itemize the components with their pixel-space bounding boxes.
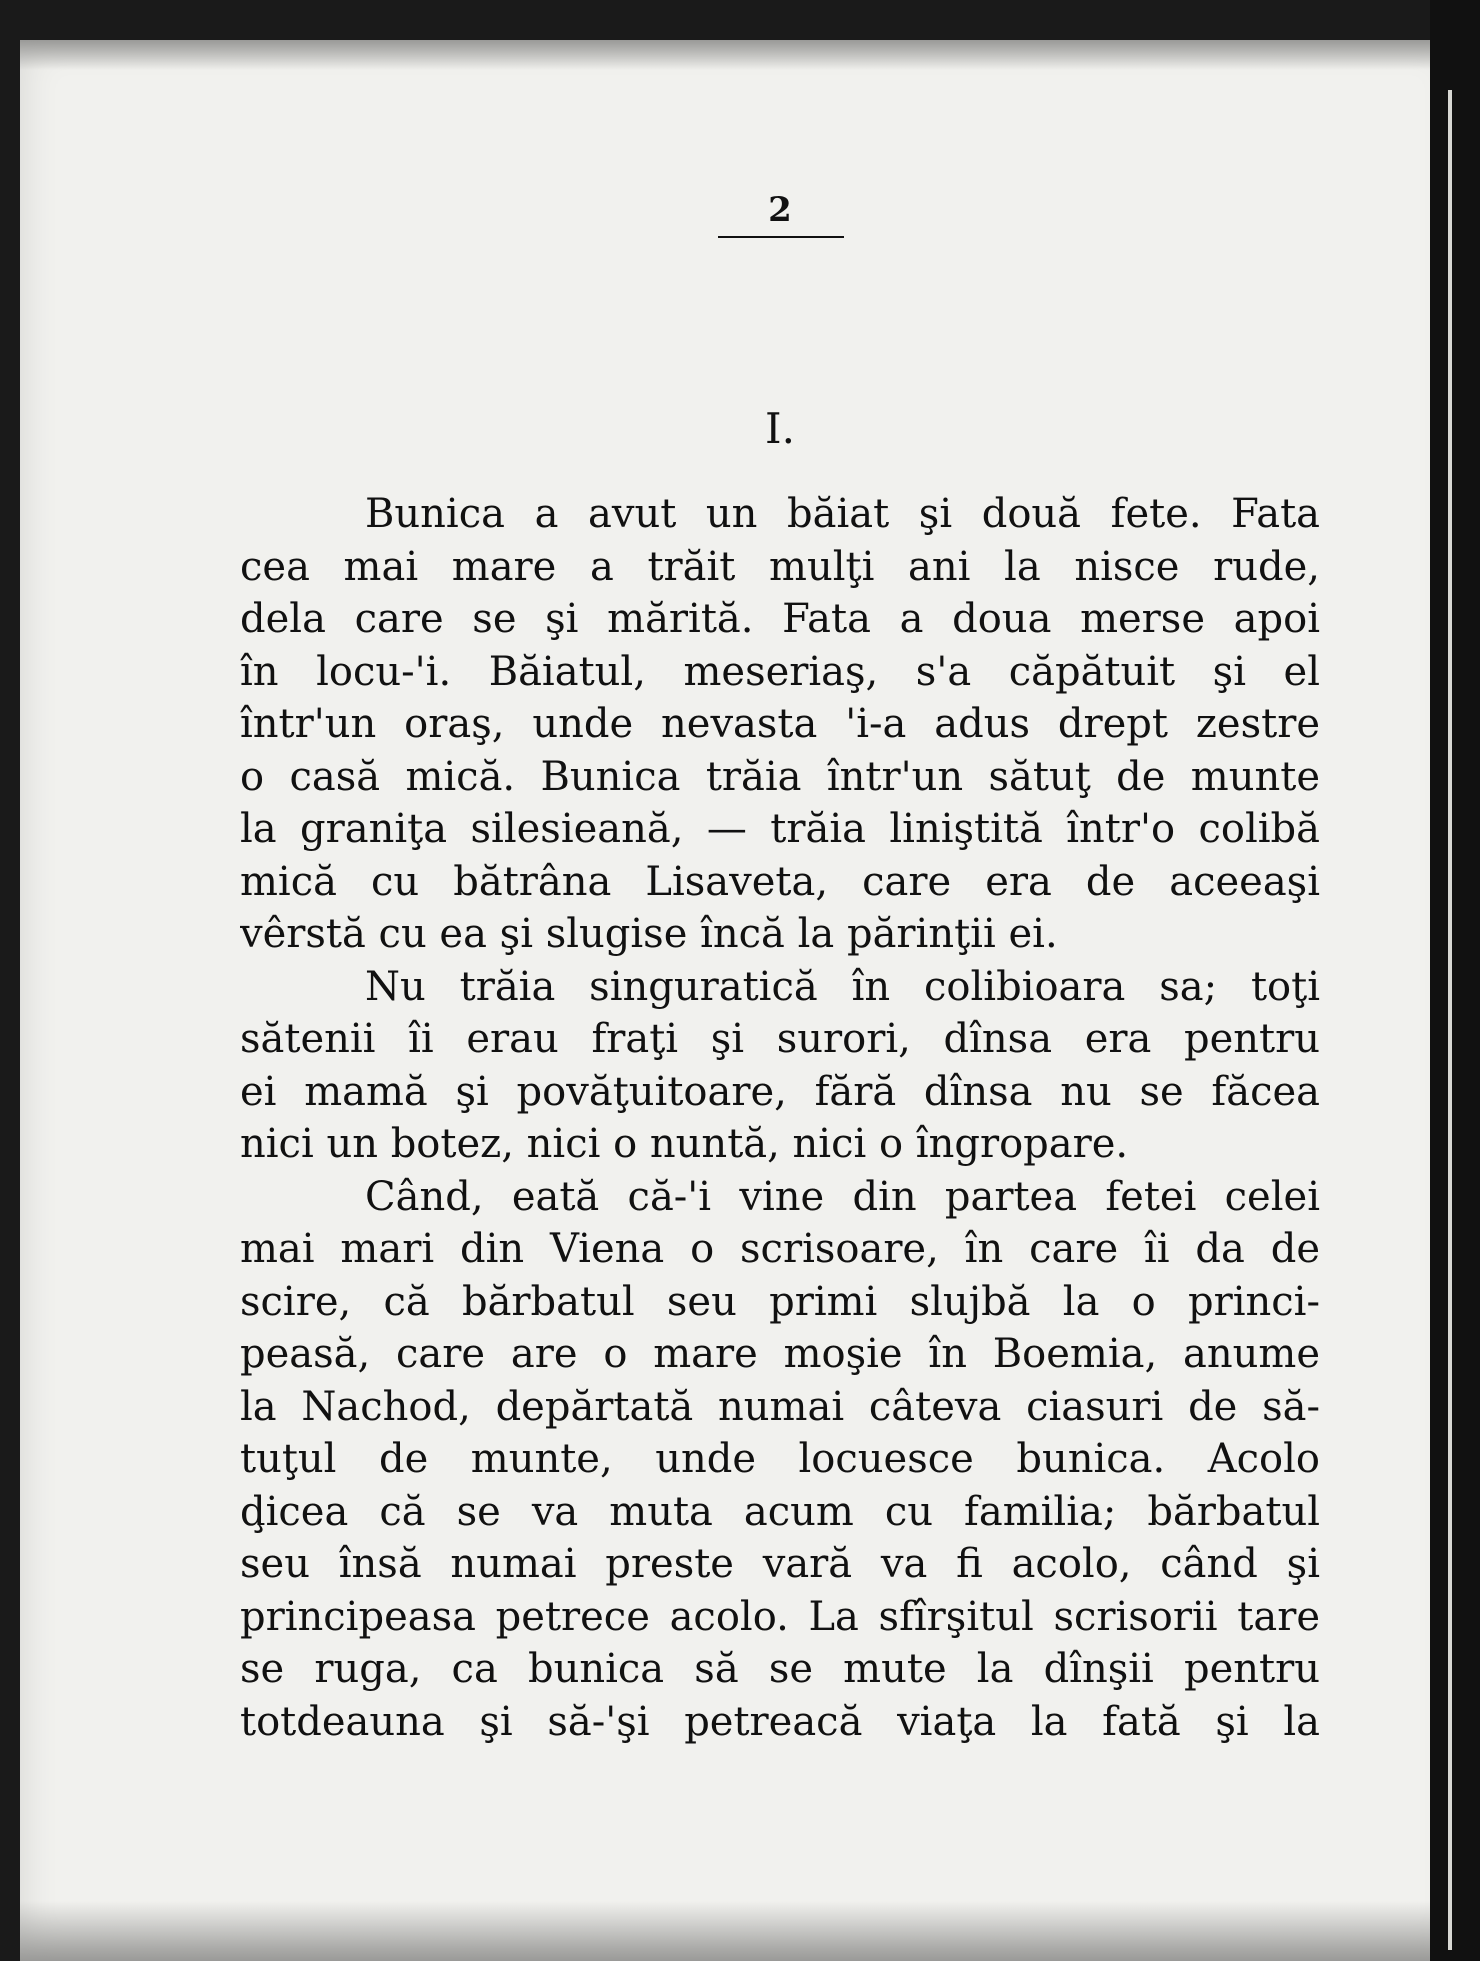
text-line: dela care se şi mărită. Fata a doua merse apoi [240, 596, 1320, 642]
paragraph-1 [240, 488, 1320, 961]
text-line: o casă mică. Bunica trăia într'un sătuţ de munte [240, 753, 1320, 800]
page-number-rule [718, 236, 844, 238]
text-line: la graniţa silesieană, — trăia liniştită într'o colibă [240, 806, 1320, 852]
chapter-heading: I. [765, 404, 795, 453]
text-line: vêrstă cu ea şi slugise încă la părinţii ei. [240, 911, 1058, 957]
text-line: Când, eată că-'i vine din partea fetei celei [365, 1173, 1320, 1220]
text-line: sătenii îi erau fraţi şi surori, dînsa era pentru [240, 1016, 1320, 1062]
text-line: mai mari din Viena o scrisoare, în care îi da de [240, 1226, 1320, 1272]
text-line: la Nachod, depărtată numai câteva ciasuri de să- [240, 1383, 1320, 1430]
text-line: ei mamă şi povăţuitoare, fără dînsa nu se făcea [240, 1068, 1320, 1115]
body-text [240, 488, 1320, 1748]
text-line: Bunica a avut un băiat şi două fete. Fata [365, 491, 1320, 537]
paragraph-2 [240, 961, 1320, 1171]
text-line: ḑicea că se va muta acum cu familia; bărbatul [240, 1488, 1320, 1535]
page-bottom-shadow [20, 1901, 1460, 1961]
text-line: nici un botez, nici o nuntă, nici o îngropare. [240, 1121, 1129, 1167]
page-fold-line [1448, 90, 1452, 1950]
paragraph-3 [240, 1171, 1320, 1749]
text-line: scire, că bărbatul seu primi slujbă la o princi- [240, 1278, 1320, 1325]
text-line: mică cu bătrâna Lisaveta, care era de aceeaşi [240, 858, 1320, 905]
text-line: seu însă numai preste vară va fi acolo, când şi [240, 1541, 1320, 1587]
text-line: în locu-'i. Băiatul, meseriaş, s'a căpătuit şi el [240, 648, 1320, 695]
text-line: tuţul de munte, unde locuesce bunica. Acolo [240, 1436, 1320, 1482]
page-number: 2 [768, 190, 792, 230]
text-line: principeasa petrece acolo. La sfîrşitul scrisorii tare [240, 1593, 1320, 1640]
text-line: se ruga, ca bunica să se mute la dînşii pentru [240, 1646, 1320, 1692]
page-right-edge [1430, 0, 1480, 1961]
text-line: cea mai mare a trăit mulţi ani la nisce rude, [240, 543, 1320, 590]
text-line: peasă, care are o mare moşie în Boemia, anume [240, 1331, 1320, 1377]
page-top-shadow [20, 40, 1460, 70]
text-line: într'un oraş, unde nevasta 'i-a adus drept zestre [240, 701, 1320, 747]
text-line: Nu trăia singuratică în colibioara sa; toţi [365, 963, 1320, 1010]
text-line: totdeauna şi să-'şi petreacă viaţa la fată şi la [240, 1698, 1320, 1745]
